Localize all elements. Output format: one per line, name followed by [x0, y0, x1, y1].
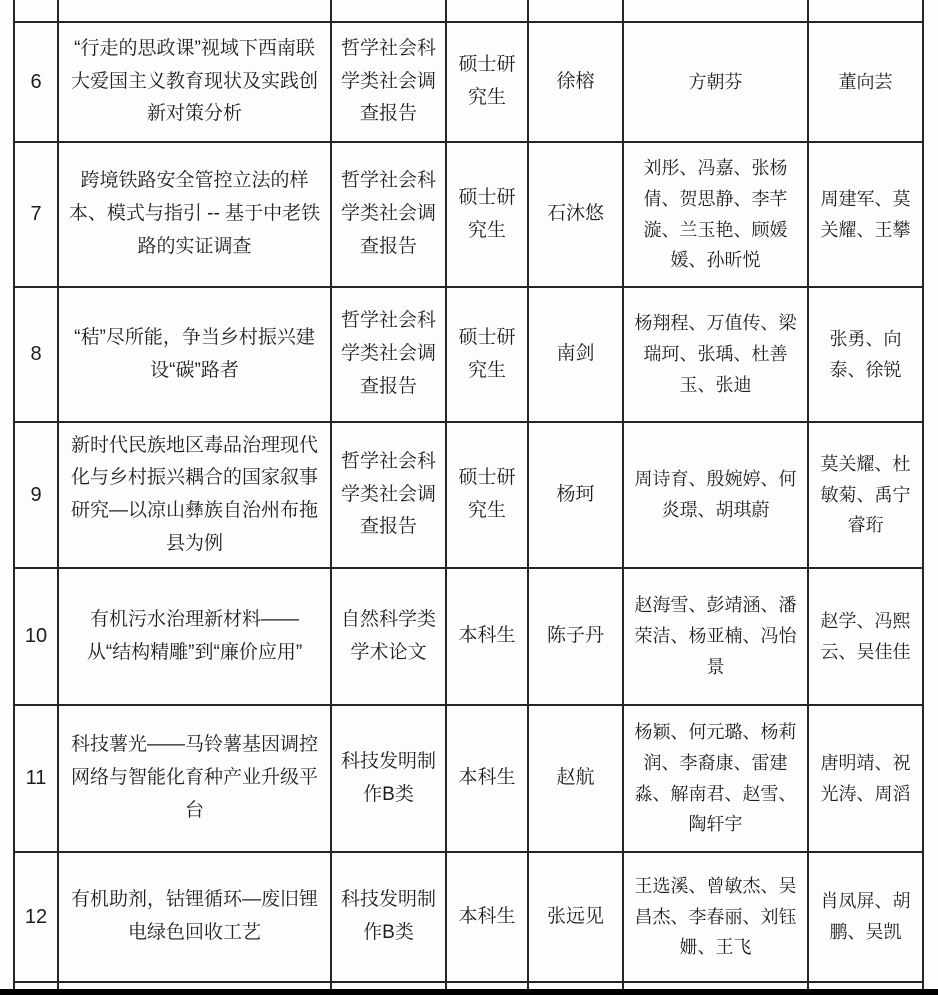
partial-cell: [58, 0, 331, 22]
advisors-cell: 肖凤屏、胡鹏、吴凯: [808, 852, 923, 982]
project-title-cell: 科技薯光——马铃薯基因调控网络与智能化育种产业升级平台: [58, 705, 331, 852]
table-row: [14, 22, 923, 142]
project-title-cell: “秸”尽所能，争当乡村振兴建设“碳”路者: [58, 287, 331, 422]
advisors-cell: 张勇、向泰、徐锐: [808, 287, 923, 422]
project-title-cell: 跨境铁路安全管控立法的样本、模式与指引 -- 基于中老铁路的实证调查: [58, 142, 331, 287]
table-row: [14, 142, 923, 287]
student-type-cell: 本科生: [446, 852, 528, 982]
partial-cell: [14, 0, 58, 22]
row-number-cell: 12: [14, 852, 58, 982]
category-cell: 科技发明制作B类: [331, 852, 446, 982]
student-type-cell: 本科生: [446, 705, 528, 852]
advisors-cell: 赵学、冯熙云、吴佳佳: [808, 568, 923, 705]
category-cell: 哲学社会科学类社会调查报告: [331, 422, 446, 568]
table-row: [14, 705, 923, 852]
members-cell: 杨翔程、万值传、梁瑞珂、张瑀、杜善玉、张迪: [623, 287, 808, 422]
row-number-cell: 7: [14, 142, 58, 287]
category-cell: 自然科学类学术论文: [331, 568, 446, 705]
project-award-table: [13, 0, 924, 995]
table-row: [14, 287, 923, 422]
advisors-cell: 董向芸: [808, 22, 923, 142]
student-type-cell: 本科生: [446, 568, 528, 705]
advisors-cell: 周建军、莫关耀、王攀: [808, 142, 923, 287]
leader-cell: 陈子丹: [528, 568, 623, 705]
project-title-cell: 有机助剂，钴锂循环—废旧锂电绿色回收工艺: [58, 852, 331, 982]
row-number-cell: 9: [14, 422, 58, 568]
partial-row-top: [14, 0, 923, 22]
project-title-cell: “行走的思政课”视域下西南联大爱国主义教育现状及实践创新对策分析: [58, 22, 331, 142]
student-type-cell: 硕士研究生: [446, 142, 528, 287]
project-title-cell: 有机污水治理新材料——从“结构精雕”到“廉价应用”: [58, 568, 331, 705]
row-number-cell: 10: [14, 568, 58, 705]
leader-cell: 张远见: [528, 852, 623, 982]
partial-cell: [446, 0, 528, 22]
partial-cell: [808, 0, 923, 22]
members-cell: 王选溪、曾敏杰、吴昌杰、李春丽、刘钰姗、王飞: [623, 852, 808, 982]
student-type-cell: 硕士研究生: [446, 22, 528, 142]
members-cell: 赵海雪、彭靖涵、潘荣洁、杨亚楠、冯怡景: [623, 568, 808, 705]
student-type-cell: 硕士研究生: [446, 287, 528, 422]
leader-cell: 徐榕: [528, 22, 623, 142]
leader-cell: 石沐悠: [528, 142, 623, 287]
row-number-cell: 6: [14, 22, 58, 142]
partial-cell: [331, 0, 446, 22]
leader-cell: 南剑: [528, 287, 623, 422]
table-row: [14, 568, 923, 705]
members-cell: 周诗育、殷婉婷、何炎璟、胡琪蔚: [623, 422, 808, 568]
advisors-cell: 莫关耀、杜敏菊、禹宁睿珩: [808, 422, 923, 568]
category-cell: 哲学社会科学类社会调查报告: [331, 142, 446, 287]
row-number-cell: 8: [14, 287, 58, 422]
row-number-cell: 11: [14, 705, 58, 852]
members-cell: 杨颖、何元璐、杨莉润、李裔康、雷建淼、解南君、赵雪、陶轩宇: [623, 705, 808, 852]
partial-cell: [528, 0, 623, 22]
project-title-cell: 新时代民族地区毒品治理现代化与乡村振兴耦合的国家叙事研究—以凉山彝族自治州布拖县为例: [58, 422, 331, 568]
table-row: [14, 422, 923, 568]
members-cell: 方朝芬: [623, 22, 808, 142]
category-cell: 哲学社会科学类社会调查报告: [331, 287, 446, 422]
advisors-cell: 唐明靖、祝光涛、周滔: [808, 705, 923, 852]
category-cell: 哲学社会科学类社会调查报告: [331, 22, 446, 142]
table-row: [14, 852, 923, 982]
category-cell: 科技发明制作B类: [331, 705, 446, 852]
partial-cell: [623, 0, 808, 22]
student-type-cell: 硕士研究生: [446, 422, 528, 568]
members-cell: 刘彤、冯嘉、张杨倩、贺思静、李芊漩、兰玉艳、顾媛媛、孙昕悦: [623, 142, 808, 287]
leader-cell: 杨珂: [528, 422, 623, 568]
leader-cell: 赵航: [528, 705, 623, 852]
bottom-black-bar: [0, 989, 938, 995]
